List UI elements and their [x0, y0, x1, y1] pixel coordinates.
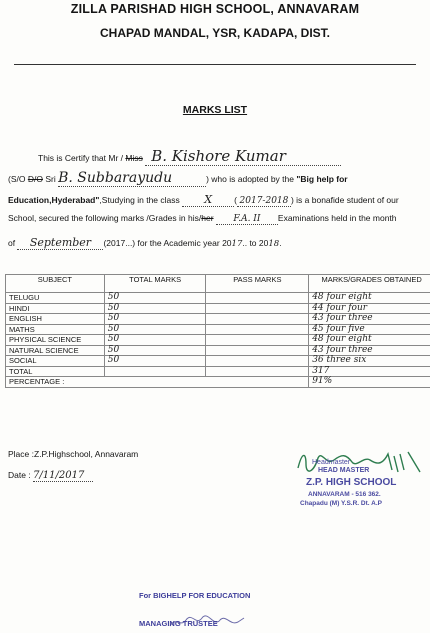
table-row — [6, 303, 430, 314]
cert-line-5: of September (2017...) for the Academic year 2017.. to 2018. — [8, 236, 282, 249]
subject-cell: SOCIAL — [6, 356, 105, 367]
header-divider — [14, 64, 416, 65]
exam-year: 2017 — [106, 238, 126, 248]
pass-marks-cell — [206, 356, 309, 367]
marks-table-header — [6, 275, 430, 293]
student-name: B. Kishore Kumar — [145, 147, 341, 166]
pass-marks-cell — [206, 324, 309, 335]
pass-marks-cell — [206, 303, 309, 314]
stamp-school: Z.P. HIGH SCHOOL — [306, 477, 397, 488]
cert-line-2 — [8, 170, 348, 187]
col-header-total-marks: TOTAL MARKS — [104, 275, 206, 293]
student-class: X — [182, 193, 234, 207]
subject-cell: TELUGU — [6, 293, 105, 304]
father-name: B. Subbarayudu — [58, 170, 206, 187]
footer-organisation: For BIGHELP FOR EDUCATION — [139, 591, 251, 600]
obtained-cell: 43 four three — [309, 314, 430, 325]
school-name: ZILLA PARISHAD HIGH SCHOOL, ANNAVARAM — [70, 2, 360, 16]
total-marks-cell: 50 — [104, 356, 206, 367]
subject-cell: NATURAL SCIENCE — [6, 345, 105, 356]
cert-struck-do: D/O — [27, 174, 43, 184]
subject-cell: HINDI — [6, 303, 105, 314]
stamp-place: ANNAVARAM - 516 362. — [308, 491, 381, 498]
date-value: 7/11/2017 — [33, 470, 93, 482]
cert-struck-miss: Miss — [125, 153, 143, 163]
table-row — [6, 356, 430, 367]
total-marks-cell: 50 — [104, 345, 206, 356]
cert-struck-her: her — [201, 213, 214, 223]
marks-table — [5, 274, 430, 388]
subject-cell: MATHS — [6, 324, 105, 335]
class-years: 2017-2018 — [237, 196, 291, 207]
cert-line5-prefix: of — [8, 238, 18, 248]
date-line — [8, 470, 93, 482]
total-row — [6, 366, 430, 377]
obtained-cell: 43 four three — [309, 345, 430, 356]
total-marks-cell: 50 — [104, 335, 206, 346]
subject-cell: PHYSICAL SCIENCE — [6, 335, 105, 346]
pass-marks-cell — [206, 345, 309, 356]
stamp-role: Headmaster — [312, 459, 351, 466]
date-label: Date : — [8, 470, 31, 480]
obtained-cell: 45 four five — [309, 324, 430, 335]
org-name-part2: Education,Hyderabad" — [8, 195, 100, 205]
cert-line4-prefix: School, secured the following marks /Grades in his/ — [8, 213, 202, 223]
place-line — [8, 449, 138, 459]
table-row — [6, 324, 430, 335]
cert-line2-sri: Sri — [42, 174, 59, 184]
academic-year-start: 17 — [231, 239, 243, 249]
obtained-cell: 36 three six — [309, 356, 430, 367]
pass-marks-cell — [206, 314, 309, 325]
exam-name: F.A. II — [216, 214, 278, 225]
total-marks-cell: 50 — [104, 303, 206, 314]
table-row — [6, 314, 430, 325]
percentage-value: 91% — [309, 377, 430, 388]
table-row — [6, 335, 430, 346]
cert-line3-suffix: ) is a bonafide student of our — [290, 195, 399, 205]
cert-line2-suffix: ) who is adopted by the — [206, 174, 297, 184]
col-header-marks-obtained: MARKS/GRADES OBTAINED — [309, 275, 430, 293]
pass-marks-cell — [206, 293, 309, 304]
stamp-district: Chapadu (M) Y.S.R. Dt. A.P — [300, 500, 382, 507]
cert-line-1 — [38, 147, 341, 166]
subject-cell: ENGLISH — [6, 314, 105, 325]
obtained-cell: 48 four eight — [309, 293, 430, 304]
exam-month: September — [17, 236, 103, 250]
col-header-subject: SUBJECT — [6, 275, 105, 293]
total-value: 317 — [309, 366, 430, 377]
cert-line5-end: . — [279, 238, 282, 248]
cert-line-3: Education,Hyderabad",Studying in the class X ( 2017-2018 ) is a bonafide student of our — [8, 193, 399, 206]
cert-line5-to: .. to 20 — [242, 238, 269, 248]
percentage-label: PERCENTAGE : — [6, 377, 309, 388]
cert-line-4 — [8, 213, 397, 225]
place-label: Place : — [8, 449, 34, 459]
total-marks-cell: 50 — [104, 293, 206, 304]
cert-line5-mid: ...) for the Academic year 20 — [125, 238, 232, 248]
school-address: CHAPAD MANDAL, YSR, KADAPA, DIST. — [99, 26, 330, 40]
place-value: Z.P.Highschool, Annavaram — [34, 449, 139, 459]
empty-cell — [104, 366, 206, 377]
total-label: TOTAL — [6, 366, 105, 377]
obtained-cell: 48 four eight — [309, 335, 430, 346]
document-title: MARKS LIST — [182, 104, 248, 116]
obtained-cell: 44 four four — [309, 303, 430, 314]
cert-line3-mid: ,Studying in the class — [99, 195, 180, 205]
academic-year-end: 18 — [268, 239, 280, 249]
org-name-part1: "Big help for — [296, 174, 348, 184]
footer-role: MANAGING TRUSTEE — [139, 619, 218, 628]
stamp-title: HEAD MASTER — [318, 467, 370, 474]
cert-line2-prefix: (S/O — [8, 174, 28, 184]
pass-marks-cell — [206, 335, 309, 346]
total-marks-cell: 50 — [104, 314, 206, 325]
col-header-pass-marks: PASS MARKS — [206, 275, 309, 293]
table-row — [6, 293, 430, 304]
cert-line4-suffix: Examinations held in the month — [277, 213, 397, 223]
table-row — [6, 345, 430, 356]
total-marks-cell: 50 — [104, 324, 206, 335]
cert-line1-prefix: This is Certify that Mr / — [38, 153, 126, 163]
empty-cell — [206, 366, 309, 377]
percentage-row — [6, 377, 430, 388]
